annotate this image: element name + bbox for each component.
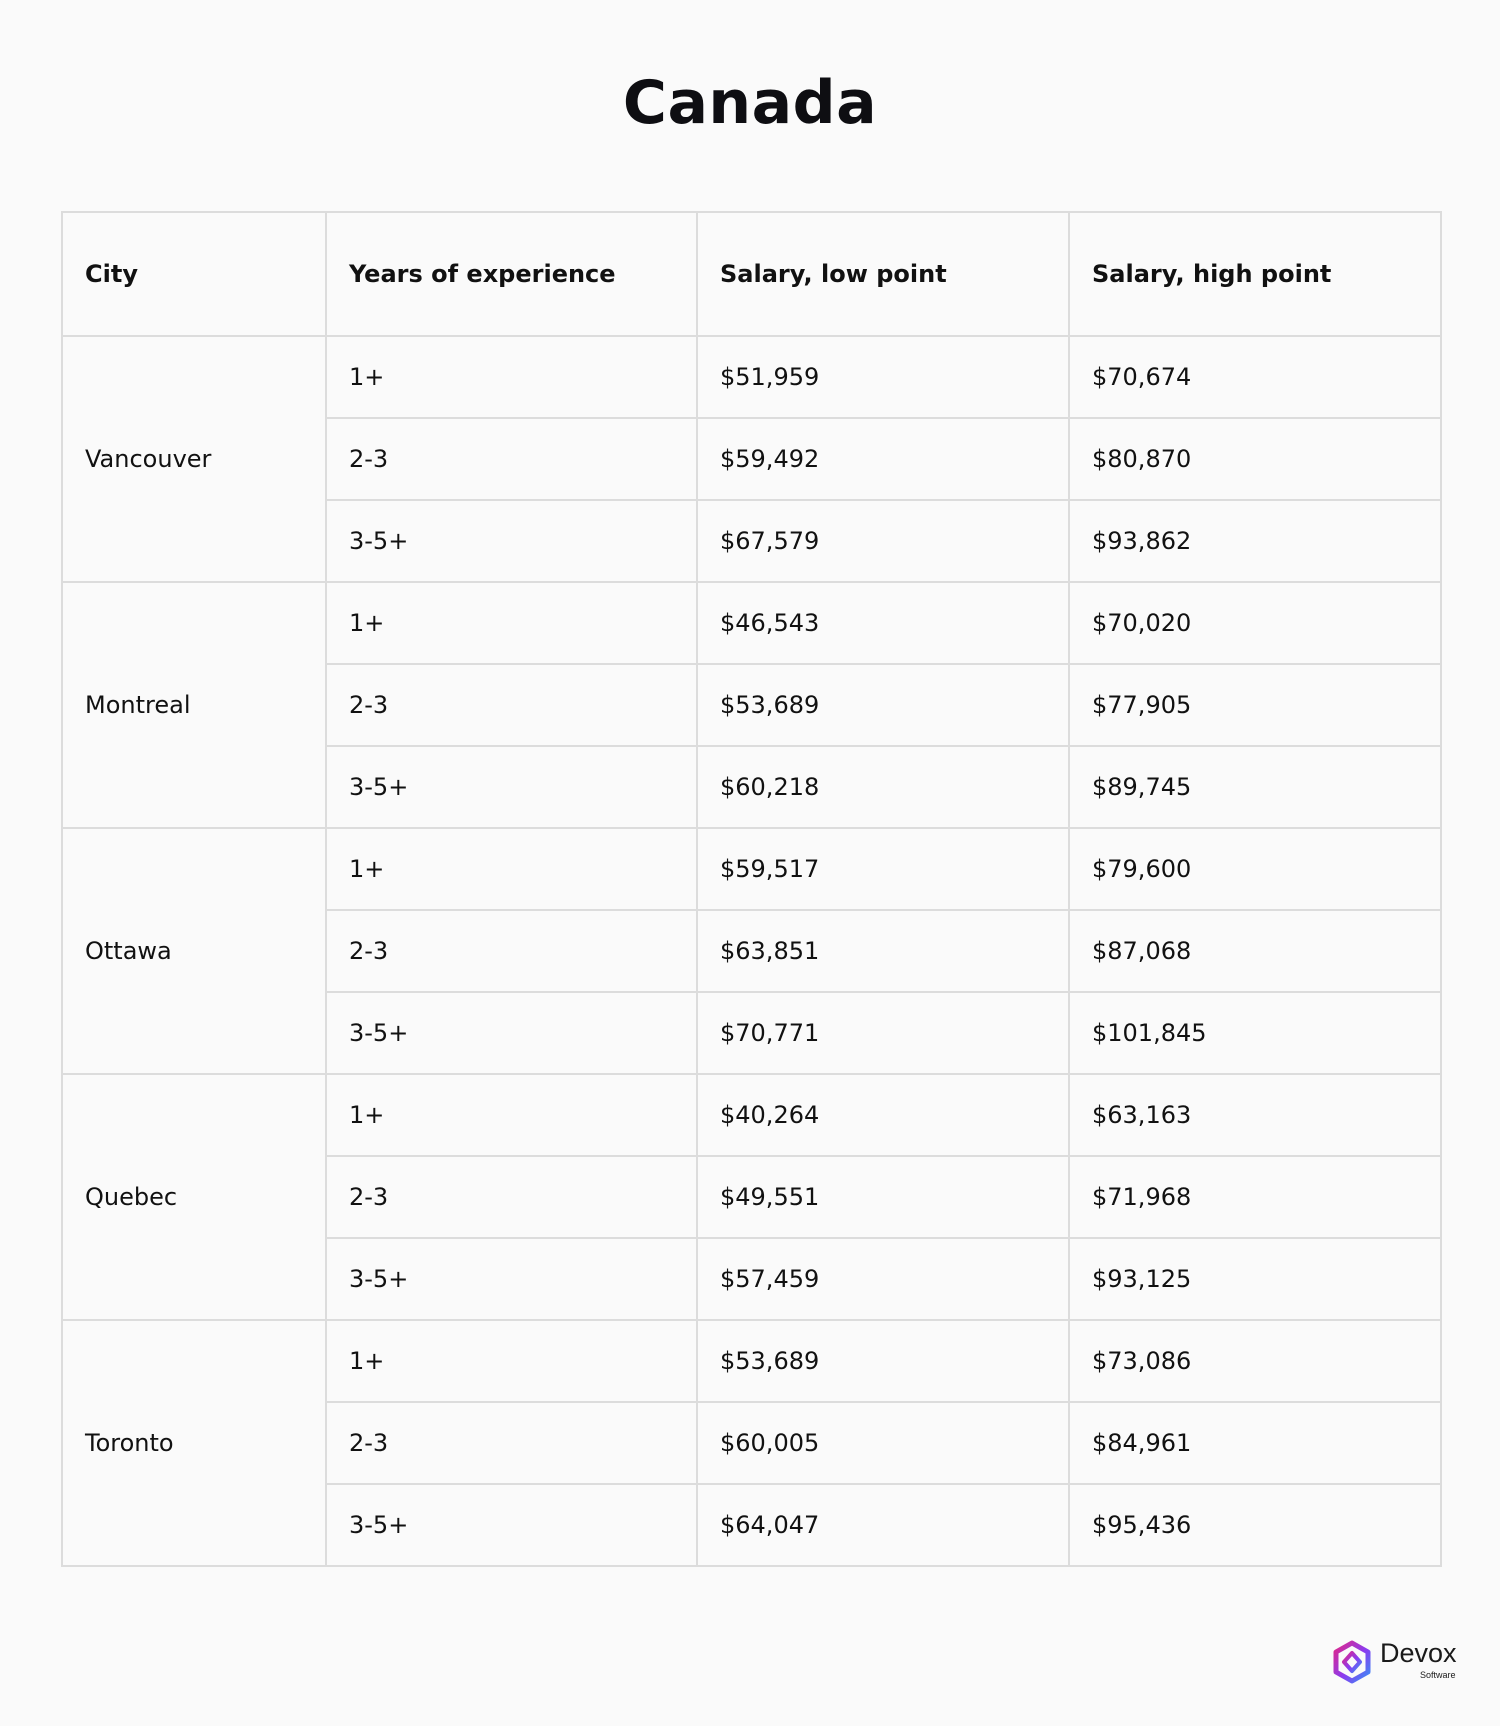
salary-high-cell: $63,163: [1069, 1074, 1441, 1156]
table-header: [62, 212, 1441, 336]
years-cell: 1+: [326, 828, 697, 910]
city-cell: Vancouver: [62, 336, 326, 582]
salary-low-cell: $51,959: [697, 336, 1069, 418]
years-cell: 3-5+: [326, 992, 697, 1074]
header-salary-high: Salary, high point: [1069, 212, 1441, 336]
years-cell: 1+: [326, 1074, 697, 1156]
table-body: [62, 336, 1441, 1566]
salary-high-cell: $93,125: [1069, 1238, 1441, 1320]
header-city: City: [62, 212, 326, 336]
years-cell: 3-5+: [326, 746, 697, 828]
years-cell: 1+: [326, 582, 697, 664]
salary-table: [61, 211, 1442, 1567]
salary-low-cell: $40,264: [697, 1074, 1069, 1156]
years-cell: 2-3: [326, 418, 697, 500]
salary-high-cell: $87,068: [1069, 910, 1441, 992]
city-cell: Quebec: [62, 1074, 326, 1320]
table-row: [62, 336, 1441, 418]
page-title: Canada: [622, 68, 878, 138]
city-cell: Toronto: [62, 1320, 326, 1566]
table-row: [62, 828, 1441, 910]
header-years-of-experience: Years of experience: [326, 212, 697, 336]
salary-high-cell: $95,436: [1069, 1484, 1441, 1566]
years-cell: 1+: [326, 1320, 697, 1402]
salary-low-cell: $46,543: [697, 582, 1069, 664]
years-cell: 2-3: [326, 1156, 697, 1238]
salary-low-cell: $53,689: [697, 664, 1069, 746]
salary-high-cell: $73,086: [1069, 1320, 1441, 1402]
salary-high-cell: $71,968: [1069, 1156, 1441, 1238]
salary-low-cell: $59,492: [697, 418, 1069, 500]
salary-low-cell: $49,551: [697, 1156, 1069, 1238]
salary-low-cell: $60,005: [697, 1402, 1069, 1484]
years-cell: 2-3: [326, 664, 697, 746]
header-row: [62, 212, 1441, 336]
salary-low-cell: $70,771: [697, 992, 1069, 1074]
brand-logo: [1330, 1636, 1470, 1686]
brand-subtitle: Software: [1420, 1670, 1456, 1680]
salary-high-cell: $77,905: [1069, 664, 1441, 746]
salary-low-cell: $63,851: [697, 910, 1069, 992]
salary-low-cell: $67,579: [697, 500, 1069, 582]
salary-high-cell: $80,870: [1069, 418, 1441, 500]
table-row: [62, 582, 1441, 664]
salary-low-cell: $53,689: [697, 1320, 1069, 1402]
years-cell: 3-5+: [326, 500, 697, 582]
salary-high-cell: $93,862: [1069, 500, 1441, 582]
devox-logo-icon: [1330, 1640, 1374, 1684]
salary-low-cell: $64,047: [697, 1484, 1069, 1566]
table-row: [62, 1074, 1441, 1156]
years-cell: 2-3: [326, 1402, 697, 1484]
table-row: [62, 1320, 1441, 1402]
years-cell: 1+: [326, 336, 697, 418]
salary-high-cell: $89,745: [1069, 746, 1441, 828]
salary-high-cell: $84,961: [1069, 1402, 1441, 1484]
salary-low-cell: $57,459: [697, 1238, 1069, 1320]
years-cell: 3-5+: [326, 1238, 697, 1320]
salary-high-cell: $101,845: [1069, 992, 1441, 1074]
salary-high-cell: $79,600: [1069, 828, 1441, 910]
city-cell: Montreal: [62, 582, 326, 828]
salary-high-cell: $70,020: [1069, 582, 1441, 664]
header-salary-low: Salary, low point: [697, 212, 1069, 336]
salary-high-cell: $70,674: [1069, 336, 1441, 418]
city-cell: Ottawa: [62, 828, 326, 1074]
salary-low-cell: $59,517: [697, 828, 1069, 910]
brand-name: Devox: [1380, 1638, 1457, 1668]
salary-low-cell: $60,218: [697, 746, 1069, 828]
years-cell: 2-3: [326, 910, 697, 992]
years-cell: 3-5+: [326, 1484, 697, 1566]
